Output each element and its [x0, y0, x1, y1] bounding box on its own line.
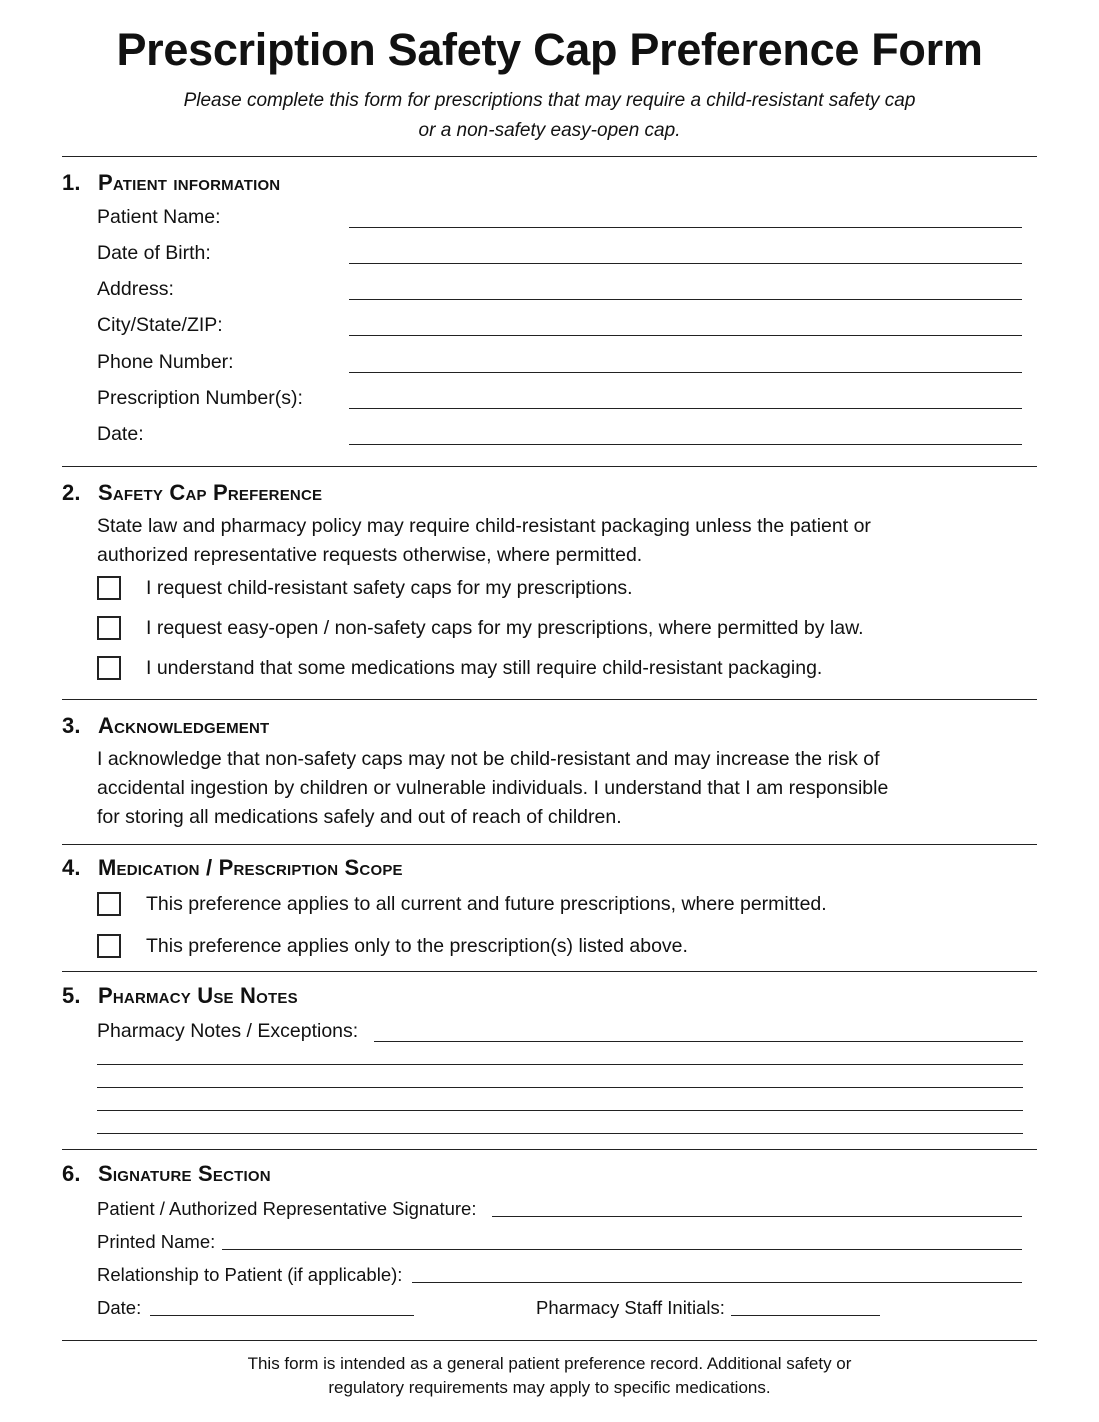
date-field[interactable] [349, 444, 1022, 445]
phone-label: Phone Number: [97, 351, 234, 373]
phone-field[interactable] [349, 372, 1022, 373]
section-4-heading [62, 855, 403, 881]
footer-line-2: regulatory requirements may apply to specific medications. [328, 1378, 771, 1397]
divider [62, 844, 1037, 845]
section-3-number: 3. [62, 713, 81, 738]
section-2-title: Safety Cap Preference [98, 480, 323, 505]
signature-label: Patient / Authorized Representative Signature: [97, 1198, 477, 1219]
section-6-heading [62, 1161, 271, 1187]
address-label: Address: [97, 278, 174, 300]
date-label: Date: [97, 423, 144, 445]
printed-name-label: Printed Name: [97, 1231, 216, 1252]
footer-note [0, 1352, 1099, 1400]
section-6-title: Signature Section [98, 1161, 271, 1186]
understand-packaging-label: I understand that some medications may still require child-resistant packaging. [146, 657, 823, 679]
divider [62, 1149, 1037, 1150]
acknowledgement-line-2: accidental ingestion by children or vulnerable individuals. I understand that I am responsible [97, 777, 889, 799]
section-4-number: 4. [62, 855, 81, 880]
listed-prescriptions-label: This preference applies only to the prescription(s) listed above. [146, 935, 688, 957]
dob-field[interactable] [349, 263, 1022, 264]
pharmacy-notes-line[interactable] [97, 1133, 1023, 1134]
prescription-numbers-label: Prescription Number(s): [97, 387, 303, 409]
relationship-field[interactable] [412, 1282, 1022, 1283]
pharmacy-notes-label: Pharmacy Notes / Exceptions: [97, 1020, 359, 1042]
section-1-title: Patient information [98, 170, 281, 195]
acknowledgement-line-3: for storing all medications safely and out of reach of children. [97, 806, 622, 828]
staff-initials-field[interactable] [731, 1315, 880, 1316]
divider [62, 466, 1037, 467]
city-state-zip-label: City/State/ZIP: [97, 314, 223, 336]
section-5-number: 5. [62, 983, 81, 1008]
section-2-number: 2. [62, 480, 81, 505]
staff-initials-label: Pharmacy Staff Initials: [536, 1297, 725, 1318]
printed-name-field[interactable] [222, 1249, 1022, 1250]
relationship-label: Relationship to Patient (if applicable): [97, 1264, 403, 1285]
child-resistant-caps-checkbox[interactable] [97, 576, 121, 600]
footer-line-1: This form is intended as a general patient preference record. Additional safety or [247, 1354, 852, 1373]
pharmacy-notes-line[interactable] [97, 1087, 1023, 1088]
preference-intro-line-2: authorized representative requests otherwise, where permitted. [97, 544, 643, 566]
preference-intro [97, 512, 977, 570]
pharmacy-notes-field[interactable] [374, 1041, 1023, 1042]
divider [62, 699, 1037, 700]
form-subtitle [0, 86, 1099, 146]
signature-field[interactable] [492, 1216, 1022, 1217]
pharmacy-notes-line[interactable] [97, 1110, 1023, 1111]
preference-intro-line-1: State law and pharmacy policy may require child-resistant packaging unless the patient or [97, 515, 871, 537]
easy-open-caps-label: I request easy-open / non-safety caps for my prescriptions, where permitted by law. [146, 617, 864, 639]
section-3-title: Acknowledgement [98, 713, 270, 738]
all-prescriptions-label: This preference applies to all current and future prescriptions, where permitted. [146, 893, 827, 915]
form-title: Prescription Safety Cap Preference Form [116, 24, 983, 75]
understand-packaging-checkbox[interactable] [97, 656, 121, 680]
section-4-title: Medication / Prescription Scope [98, 855, 403, 880]
section-1-number: 1. [62, 170, 81, 195]
child-resistant-caps-label: I request child-resistant safety caps for my prescriptions. [146, 577, 633, 599]
subtitle-line-2: or a non-safety easy-open cap. [418, 120, 681, 141]
signature-date-field[interactable] [150, 1315, 414, 1316]
patient-name-field[interactable] [349, 227, 1022, 228]
acknowledgement-text [97, 745, 997, 832]
city-state-zip-field[interactable] [349, 335, 1022, 336]
section-6-number: 6. [62, 1161, 81, 1186]
section-3-heading [62, 713, 269, 739]
section-5-title: Pharmacy Use Notes [98, 983, 298, 1008]
divider [62, 156, 1037, 157]
section-5-heading [62, 983, 298, 1009]
pharmacy-notes-line[interactable] [97, 1064, 1023, 1065]
signature-date-label: Date: [97, 1297, 142, 1318]
section-1-heading [62, 170, 280, 196]
address-field[interactable] [349, 299, 1022, 300]
acknowledgement-line-1: I acknowledge that non-safety caps may not be child-resistant and may increase the risk of [97, 748, 880, 770]
section-2-heading [62, 480, 322, 506]
listed-prescriptions-checkbox[interactable] [97, 934, 121, 958]
dob-label: Date of Birth: [97, 242, 211, 264]
all-prescriptions-checkbox[interactable] [97, 892, 121, 916]
prescription-numbers-field[interactable] [349, 408, 1022, 409]
divider [62, 1340, 1037, 1341]
divider [62, 971, 1037, 972]
patient-name-label: Patient Name: [97, 206, 221, 228]
subtitle-line-1: Please complete this form for prescriptions that may require a child-resistant safety cap [183, 90, 916, 111]
easy-open-caps-checkbox[interactable] [97, 616, 121, 640]
